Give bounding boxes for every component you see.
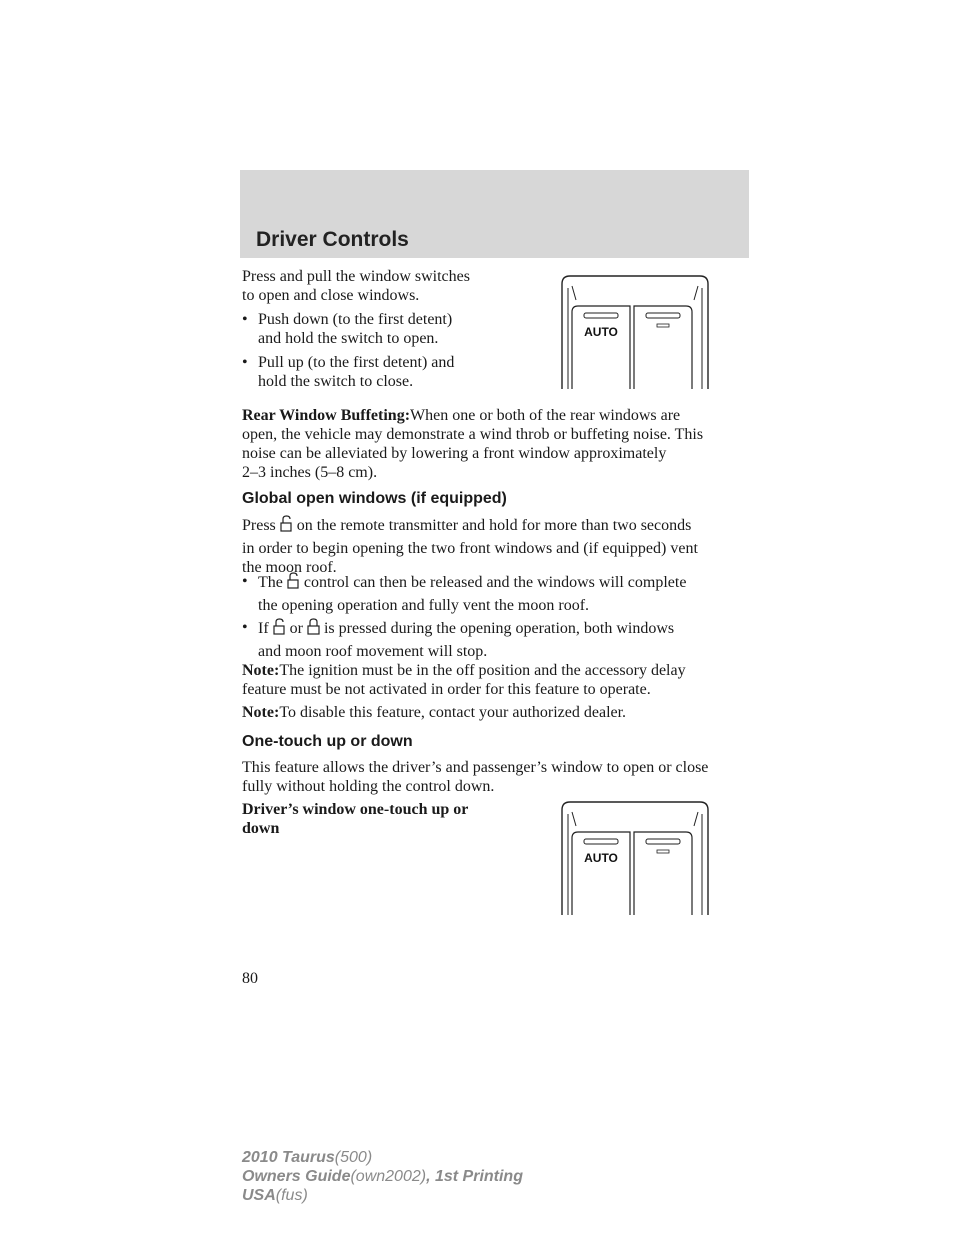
bullet-line: Push down (to the first detent): [258, 311, 453, 328]
buffeting-line-2: open, the vehicle may demonstrate a wind throb or buffeting noise. This: [242, 426, 704, 443]
auto-label: AUTO: [584, 325, 618, 339]
note-2: Note:To disable this feature, contact your authorized dealer.: [242, 704, 627, 721]
section-title: Driver Controls: [256, 228, 409, 251]
auto-label: AUTO: [584, 851, 618, 865]
buffeting-line-1: [242, 406, 747, 425]
bullet-dot: •: [242, 619, 248, 636]
unlock-icon: [285, 572, 302, 589]
footer: [242, 1148, 523, 1205]
one-touch-heading: One-touch up or down: [242, 733, 413, 750]
lock-icon: [305, 618, 322, 635]
note-label: Note:: [242, 662, 280, 679]
footer-line-2: Owners Guide(own2002), 1st Printing: [242, 1168, 523, 1185]
global-open-line-3: the moon roof.: [242, 559, 337, 576]
window-switch-one-touch-illustration: [560, 800, 710, 915]
drivers-window-subheading-line-1: Driver’s window one-touch up or: [242, 801, 469, 818]
bullet-dot: •: [242, 311, 248, 328]
intro-line-1: Press and pull the window switches: [242, 268, 470, 285]
intro-line-2: to open and close windows.: [242, 287, 420, 304]
buffeting-label: Rear Window Buffeting:: [242, 407, 411, 424]
bullet-line: hold the switch to close.: [258, 373, 414, 390]
bullet-line: the opening operation and fully vent the moon roof.: [258, 597, 590, 614]
global-open-heading: Global open windows (if equipped): [242, 490, 507, 507]
global-open-text: on the remote transmitter and hold for more than two seconds: [296, 517, 692, 534]
one-touch-line-1: This feature allows the driver’s and passenger’s window to open or close: [242, 759, 709, 776]
unlock-icon: [271, 618, 288, 635]
note-label: Note:: [242, 704, 280, 721]
press-text: Press: [242, 517, 276, 534]
note-1-line-2: feature must be not activated in order for this feature to operate.: [242, 681, 651, 698]
one-touch-line-2: fully without holding the control down.: [242, 778, 495, 795]
bullet-line: If or is pressed during the opening operation, both windows: [258, 620, 675, 637]
footer-line-3: USA(fus): [242, 1187, 308, 1204]
note-1-line-1: Note:The ignition must be in the off position and the accessory delay: [242, 662, 686, 679]
buffeting-text: When one or both of the rear windows are: [410, 407, 681, 424]
bullet-line: and moon roof movement will stop.: [258, 643, 488, 660]
bullet-line: Pull up (to the first detent) and: [258, 354, 455, 371]
buffeting-line-4: 2–3 inches (5–8 cm).: [242, 464, 378, 481]
unlock-icon: [278, 515, 295, 532]
global-open-line-2: in order to begin opening the two front windows and (if equipped) vent: [242, 540, 698, 557]
window-switch-illustration: [560, 274, 710, 389]
bullet-line: and hold the switch to open.: [258, 330, 439, 347]
drivers-window-subheading-line-2: down: [242, 820, 280, 837]
bullet-dot: •: [242, 354, 248, 371]
global-open-line-1: [242, 515, 747, 535]
bullet-line: The control can then be released and the windows will complete: [258, 574, 687, 591]
bullet-dot: •: [242, 573, 248, 590]
page-number: 80: [242, 970, 258, 987]
footer-line-1: 2010 Taurus(500): [242, 1149, 373, 1166]
buffeting-line-3: noise can be alleviated by lowering a front window approximately: [242, 445, 667, 462]
